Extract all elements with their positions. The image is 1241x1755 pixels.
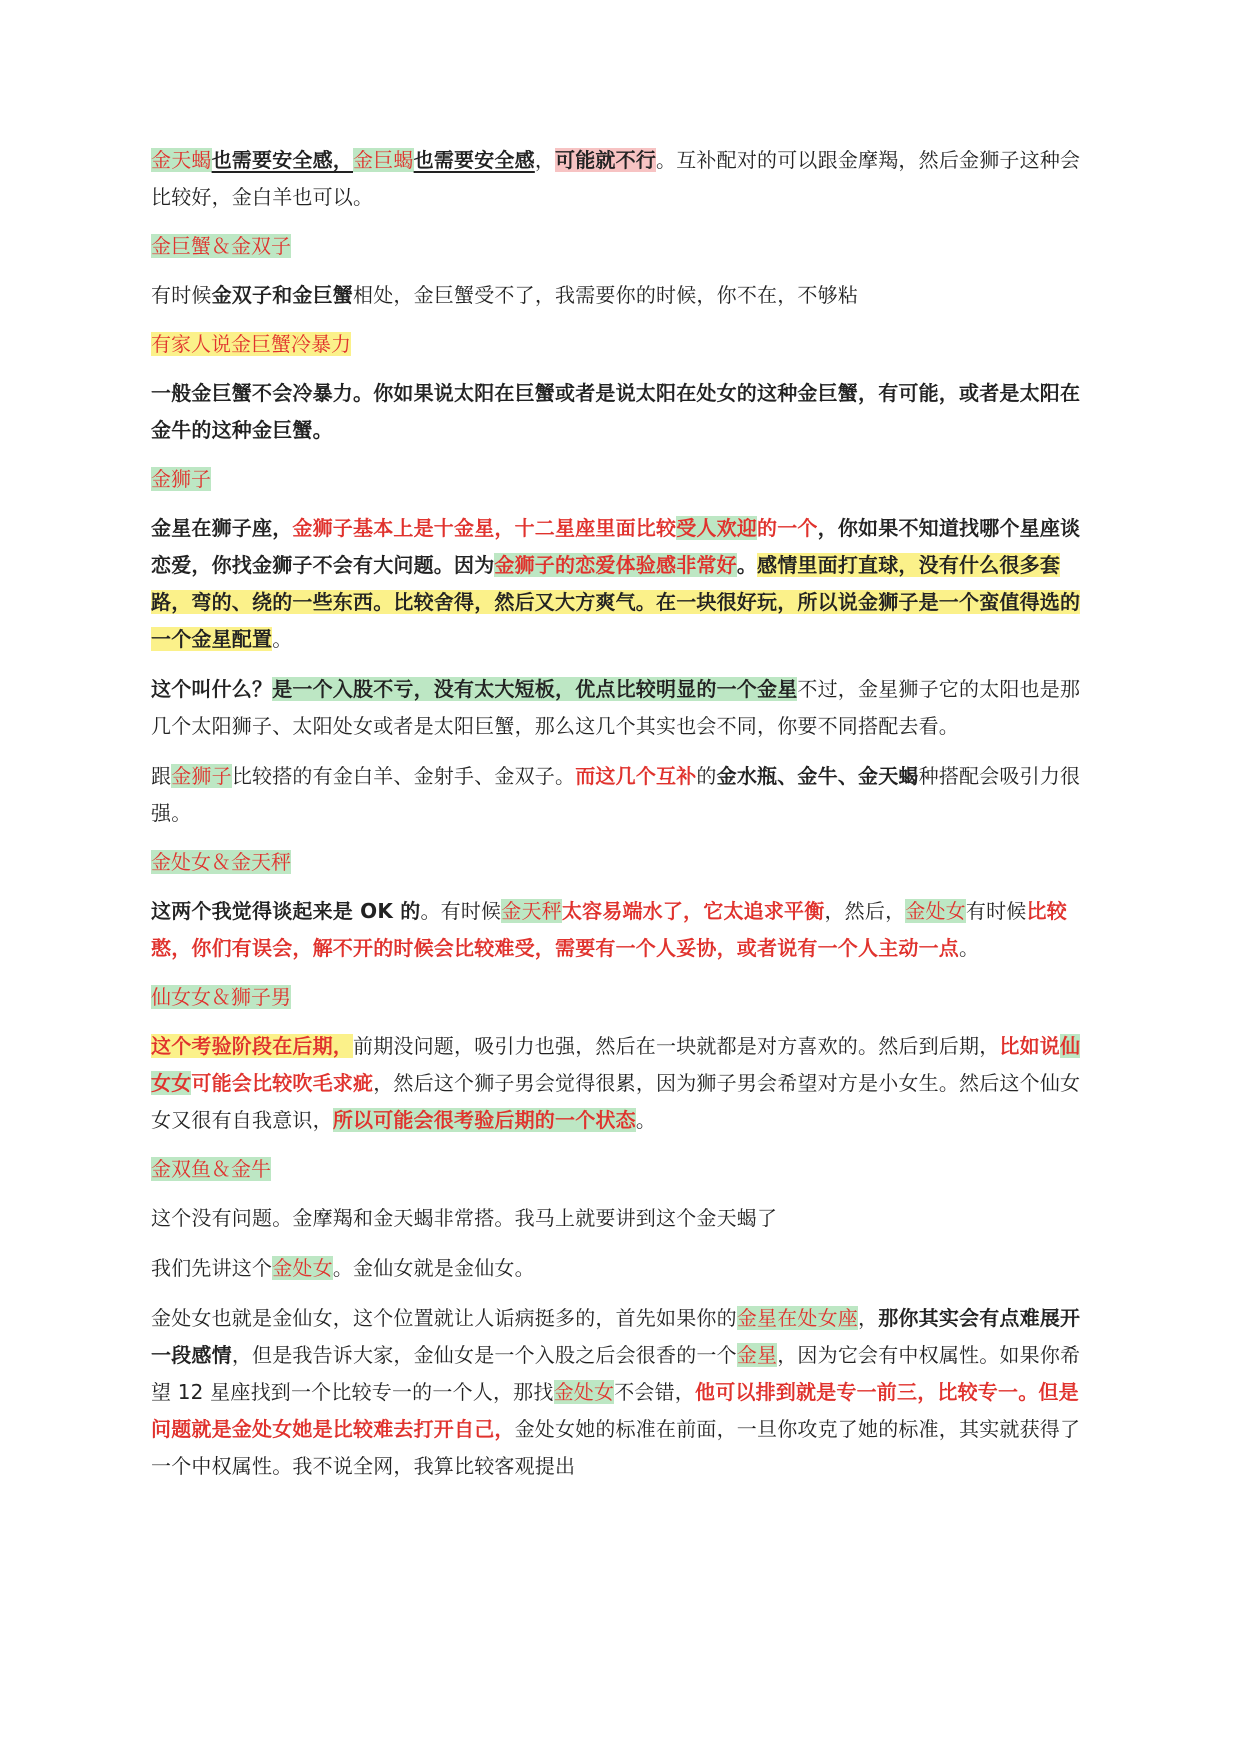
- paragraph-leo-3: [151, 758, 1091, 832]
- paragraph-pisces-taurus: 这个没有问题。金摩羯和金天蝎非常搭。我马上就要讲到这个金天蝎了: [151, 1206, 778, 1230]
- highlight-scorpio: 金天蝎: [151, 148, 212, 172]
- heading-text: 有家人说金巨蟹冷暴力: [151, 332, 351, 356]
- paragraph-cold-violence: 一般金巨蟹不会冷暴力。你如果说太阳在巨蟹或者是说太阳在处女的这种金巨蟹，有可能，或者是太阳在金牛的这种金巨蟹。: [151, 381, 1081, 442]
- text: 的: [696, 764, 717, 788]
- red-text: 太容易端水了，它太追求平衡: [561, 899, 825, 923]
- highlight-test: 所以可能会很考验后期的一个状态: [332, 1108, 636, 1132]
- text: 有时候: [151, 283, 212, 307]
- highlight-venus: 金星: [736, 1343, 778, 1367]
- section-heading-virgo-libra: [151, 845, 1091, 879]
- highlight-warning: 可能就不行: [555, 148, 657, 172]
- text: 。有时候: [420, 899, 502, 923]
- highlight-leo: 金狮子: [171, 764, 232, 788]
- text: 。互补配对的可以跟金摩羯，然后金狮子这种会比较好，金白羊也可以。: [151, 148, 1081, 209]
- red-text: 比如说: [999, 1034, 1061, 1058]
- text: 不过，金星狮子它的太阳也是那几个太阳狮子、太阳处女或者是太阳巨蟹，那么这几个其实也会不同，你要不同搭配去看。: [151, 677, 1081, 738]
- text: 相处，金巨蟹受不了，我需要你的时候，你不在，不够粘: [353, 283, 859, 307]
- heading-text: 金狮子: [151, 467, 211, 491]
- text: ，: [534, 148, 556, 172]
- highlight-virgo: 金处女: [553, 1380, 615, 1404]
- text: ，然后，: [824, 899, 906, 923]
- text: 。: [272, 627, 293, 651]
- red-text: 比较憨，你们有误会，解不开的时候会比较难受，需要有一个人妥协，或者说有一个人主动一点: [151, 899, 1067, 960]
- red-text: 可能会比较吹毛求疵: [191, 1071, 374, 1095]
- text: 跟: [151, 764, 172, 788]
- paragraph-virgo-detail: [151, 1300, 1091, 1485]
- text: 金处女也就是金仙女，这个位置就让人诟病挺多的，首先如果你的: [151, 1306, 737, 1330]
- highlight-virgo: 金处女: [905, 899, 966, 923]
- highlight-virgo: 金处女: [272, 1256, 333, 1280]
- text: 金处女她的标准在前面，一旦你攻克了她的标准，其实就获得了一个中权属性。我不说全网，我算比较客观提出: [151, 1417, 1081, 1478]
- text: 我们先讲这个: [151, 1256, 273, 1280]
- section-heading-virgo-leo: [151, 980, 1091, 1014]
- highlight-libra: 金天秤: [501, 899, 562, 923]
- highlight-experience: 金狮子的恋爱体验感非常好: [494, 553, 737, 577]
- paragraph-scorpio: [151, 142, 1091, 216]
- paragraph-leo-2: [151, 671, 1091, 745]
- red-text: 的一个: [757, 516, 818, 540]
- text: ，因为它会有中权属性。如果你希望 12 星座找到一个比较专一的一个人，那找: [151, 1343, 1081, 1404]
- text: 前期没问题，吸引力也强，然后在一块就都是对方喜欢的。然后到后期，: [353, 1034, 1000, 1058]
- bold-text: 金水瓶、金牛、金天蝎: [716, 764, 919, 788]
- paragraph-cancer-gemini: [151, 277, 1091, 314]
- highlight-no-loss: 是一个入股不亏，没有太大短板，优点比较明显的一个金星: [272, 677, 798, 701]
- text: 。: [736, 553, 758, 577]
- highlight-venus-virgo: 金星在处女座: [736, 1306, 859, 1330]
- section-heading-leo: [151, 462, 1091, 496]
- text: ，然后这个狮子男会觉得很累，因为狮子男会希望对方是小女生。然后这个仙女女又很有自我意识，: [151, 1071, 1081, 1132]
- heading-text: 金处女＆金天秤: [151, 850, 291, 874]
- text: 。: [959, 936, 980, 960]
- heading-text: 金巨蟹＆金双子: [151, 234, 291, 258]
- text: ，: [858, 1306, 879, 1330]
- highlight-scorpio-2: 金巨蝎: [353, 148, 414, 172]
- highlight-popular: 受人欢迎: [676, 516, 758, 540]
- text: 比较搭的有金白羊、金射手、金双子。: [231, 764, 576, 788]
- red-text: 而这几个互补: [575, 764, 697, 788]
- text: 有时候: [965, 899, 1027, 923]
- heading-text: 仙女女＆狮子男: [151, 985, 291, 1009]
- red-text: 金狮子基本上是十金星，十二星座里面比较: [292, 516, 677, 540]
- red-text: 他可以排到就是专一前三，比较专一。但是问题就是金处女她是比较难去打开自己，: [151, 1380, 1079, 1441]
- text: ，但是我告诉大家，金仙女是一个入股之后会很香的一个: [231, 1343, 737, 1367]
- document-page: [151, 142, 1091, 1498]
- text: 种搭配会吸引力很强。: [151, 764, 1081, 825]
- bold-text: 也需要安全感，: [211, 148, 354, 172]
- bold-text: 那你其实会有点难展开一段感情: [151, 1306, 1081, 1367]
- bold-text: 这个叫什么？: [151, 677, 273, 701]
- paragraph-leo: [151, 510, 1091, 658]
- text: 不会错，: [614, 1380, 695, 1404]
- heading-text: 金双鱼＆金牛: [151, 1157, 271, 1181]
- paragraph-virgo-libra: [151, 893, 1091, 967]
- bold-text: ，你如果不知道找哪个星座谈恋爱，你找金狮子不会有大问题。因为: [151, 516, 1081, 577]
- section-heading-cold-violence: [151, 327, 1091, 361]
- highlight-summary: 感情里面打直球，没有什么很多套路，弯的、绕的一些东西。比较舍得，然后又大方爽气。在一块很好玩，所以说金狮子是一个蛮值得选的一个金星配置: [151, 553, 1081, 651]
- bold-text: 这两个我觉得谈起来是 OK 的: [151, 899, 421, 923]
- text: 。金仙女就是金仙女。: [332, 1256, 535, 1280]
- text: 。: [635, 1108, 657, 1132]
- paragraph-virgo-leo: [151, 1028, 1091, 1139]
- bold-text: 金星在狮子座，: [151, 516, 293, 540]
- highlight-virgo-female: 仙女女: [151, 1034, 1081, 1095]
- section-heading-cancer-gemini: [151, 229, 1091, 263]
- bold-text: 也需要安全感: [413, 148, 535, 172]
- bold-text: 金双子和金巨蟹: [211, 283, 354, 307]
- paragraph-virgo-intro: [151, 1250, 1091, 1287]
- section-heading-pisces-taurus: [151, 1152, 1091, 1186]
- highlight-later-stage: 这个考验阶段在后期，: [151, 1034, 353, 1058]
